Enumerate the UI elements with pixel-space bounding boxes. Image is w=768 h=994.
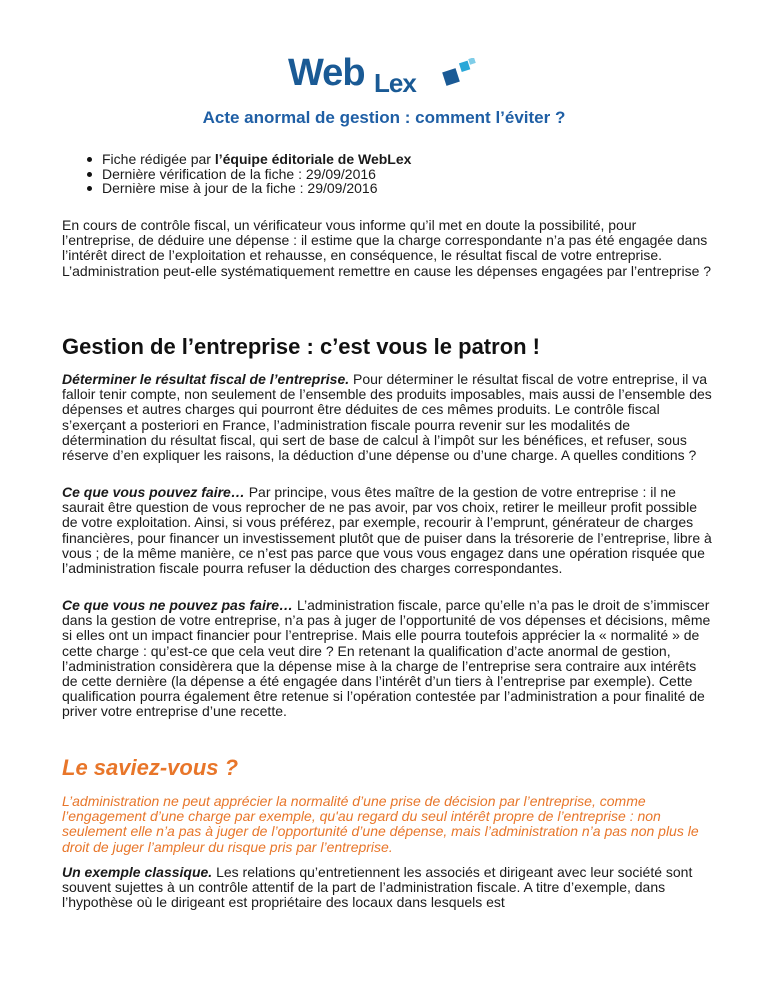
paragraph-1-lead: Déterminer le résultat fiscal de l’entreprise.	[62, 371, 350, 387]
paragraph-4-lead: Un exemple classique.	[62, 864, 213, 880]
section1-paragraph-2	[62, 485, 712, 576]
section1-paragraph-3	[62, 598, 712, 720]
paragraph-4-text: Les relations qu’entretiennent les associés et dirigeant avec leur société sont souvent sujettes à un contrôle attentif de la part de l’administration fiscale. A titre d’exemple, dans l’hypothèse où le dirigeant est propriétaire des locaux dans lesquels est	[62, 864, 693, 911]
paragraph-1-text: Pour déterminer le résultat fiscal de votre entreprise, il va falloir tenir compte, non seulement de l’ensemble des produits imposables, mais aussi de l’ensemble des dépenses et autres charges qui pourront être déduites de ces mêmes produits. Le contrôle fiscal s’exerçant a posteriori en France, l’administration fiscale pourra revenir sur les modalités de détermination du résultat fiscal, qui sert de base de calcul à l’impôt sur les bénéfices, et refuser, sous réserve d’en expliquer les raisons, la déduction d’une dépense ou d’une charge. A quelles conditions ?	[62, 371, 712, 464]
meta-author-prefix: Fiche rédigée par	[102, 151, 215, 167]
document-title: Acte anormal de gestion : comment l’éviter ?	[202, 108, 566, 127]
logo-web-text: Web	[288, 52, 365, 94]
section2-paragraph	[62, 865, 712, 911]
intro-paragraph: En cours de contrôle fiscal, un vérificateur vous informe qu’il met en doute la possibilité, pour l’entreprise, de déduire une dépense : il estime que la charge correspondante n’a pas été engagée dans l’intérêt direct de l’exploitation et rehausse, en conséquence, le résultat fiscal de votre entreprise. L’administration peut-elle systématiquement remettre en cause les dépenses engagées par l’entreprise ?	[62, 217, 712, 279]
paragraph-3-lead: Ce que vous ne pouvez pas faire…	[62, 597, 294, 613]
did-you-know-note: L’administration ne peut apprécier la normalité d’une prise de décision par l’entreprise, comme l’engagement d’une charge par exemple, qu'au regard du seul intérêt propre de l’entreprise : non seulement elle n’a pas à juger de l’opportunité d’une dépense, mais l’administration n’a pas non plus le droit de juger l’ampleur du risque pris par l’entreprise.	[62, 793, 699, 855]
logo-lex-text: Lex	[374, 68, 416, 98]
meta-author-name: l’équipe éditoriale de WebLex	[214, 151, 412, 167]
paragraph-2-lead: Ce que vous pouvez faire…	[62, 484, 245, 500]
logo-mark-icon	[438, 58, 478, 92]
section1-heading: Gestion de l’entreprise : c’est vous le patron !	[62, 334, 541, 359]
meta-list	[86, 152, 411, 196]
paragraph-3-text: L’administration fiscale, parce qu’elle n’a pas le droit de s’immiscer dans la gestion de votre entreprise, n’a pas à juger de l’opportunité de vos dépenses et décisions, même si elles ont un impact financier pour l’entreprise. Mais elle pourra toutefois apprécier la « normalité » de cette charge : qu’est-ce que cela veut dire ? En retenant la qualification d’acte anormal de gestion, l’administration considèrera que la dépense mise à la charge de l’entreprise sera contraire aux intérêts de cette dernière (la dépense a été engagée dans l’intérêt d’un tiers à l’entreprise par exemple). Cette qualification pourra également être retenue si l’opération contestée par l’administration a pour finalité de priver votre entreprise d’une recette.	[62, 597, 711, 720]
section2-heading: Le saviez-vous ?	[62, 755, 239, 780]
meta-update: Dernière mise à jour de la fiche : 29/09/2016	[86, 181, 411, 196]
meta-author	[86, 152, 411, 167]
paragraph-2-text: Par principe, vous êtes maître de la gestion de votre entreprise : il ne saurait être question de vous reprocher de ne pas avoir, par vos choix, retirer le meilleur profit possible de votre exploitation. Ainsi, si vous préférez, par exemple, recourir à l’emprunt, générateur de charges financières, pour financer un investissement plutôt que de puiser dans la trésorerie de l’entreprise, libre à vous ; de la même manière, ce n’est pas parce que vous vous engagez dans une opération risquée que l’administration fiscale pourra refuser la déduction des charges correspondantes.	[62, 484, 712, 577]
weblex-logo	[288, 52, 488, 102]
meta-verification: Dernière vérification de la fiche : 29/09/2016	[86, 167, 411, 182]
section1-paragraph-1	[62, 372, 712, 463]
